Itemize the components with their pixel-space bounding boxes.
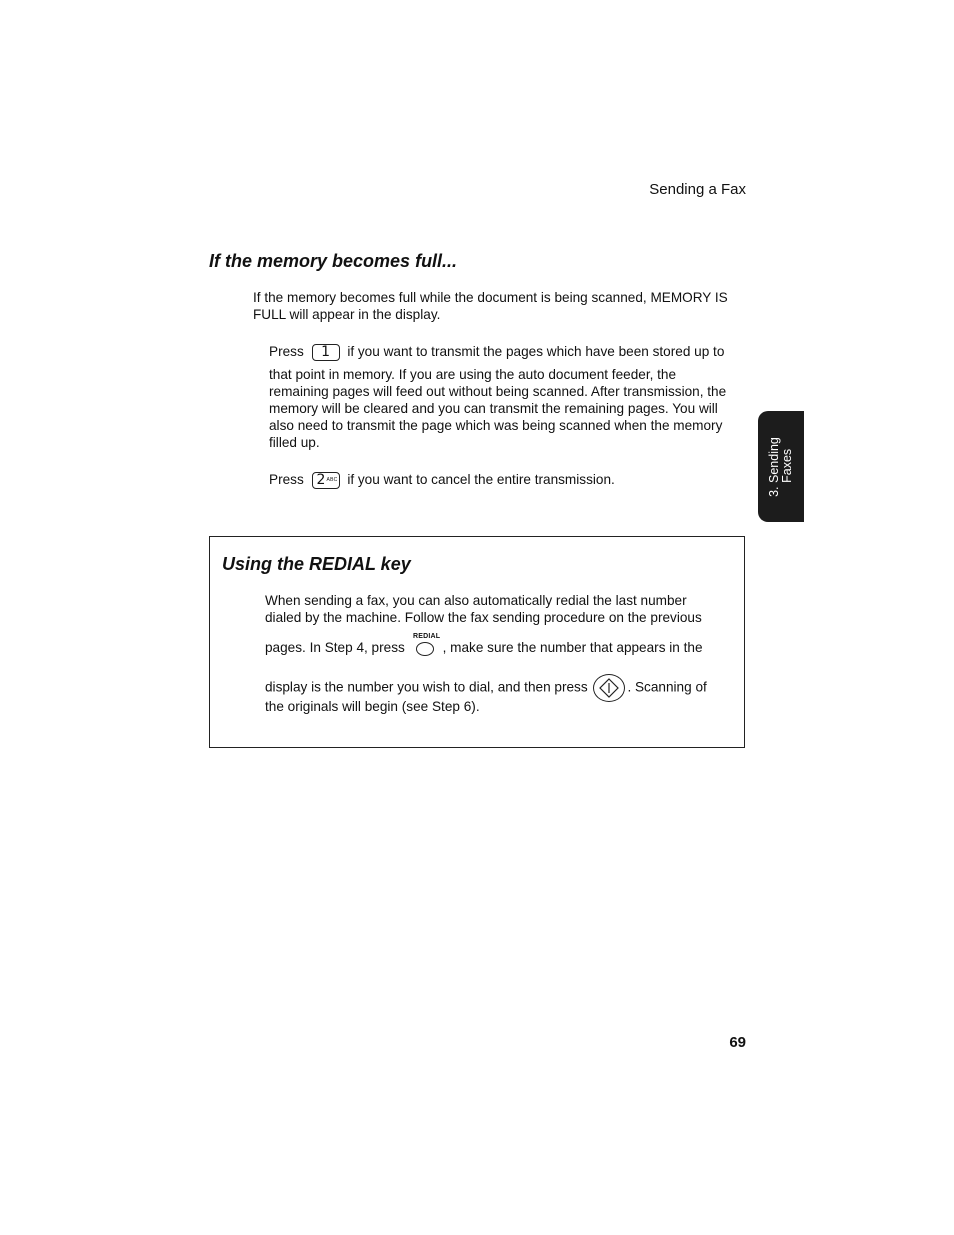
section-title-redial: Using the REDIAL key bbox=[222, 554, 411, 574]
section-title-memory-full: If the memory becomes full... bbox=[209, 251, 458, 271]
paragraph-memory-full: If the memory becomes full while the document is being scanned, MEMORY IS FULL will appear in the display. bbox=[253, 290, 728, 322]
redial-paragraph-line-2: dialed by the machine. Follow the fax sending procedure on the previous bbox=[265, 610, 702, 625]
redial-paragraph-line-3 bbox=[265, 632, 735, 657]
redial-key-button-shape bbox=[416, 642, 434, 656]
redial-paragraph-line-1: When sending a fax, you can also automatically redial the last number bbox=[265, 593, 687, 608]
paragraph-press-2 bbox=[269, 471, 739, 489]
paragraph-press-1-line bbox=[269, 343, 739, 361]
key-2-sublabel: ABC bbox=[326, 476, 338, 483]
press-label: Press bbox=[269, 344, 304, 359]
page-number: 69 bbox=[729, 1034, 746, 1051]
redial-paragraph-line-5: the originals will begin (see Step 6). bbox=[265, 699, 480, 714]
press-2-text: if you want to cancel the entire transmission. bbox=[347, 472, 615, 487]
press-label: Press bbox=[269, 472, 304, 487]
redial-line3-before: pages. In Step 4, press bbox=[265, 640, 405, 655]
number-1-key-icon bbox=[312, 344, 340, 361]
side-tab-line-1: 3. Sending bbox=[767, 436, 781, 497]
number-2-key-icon bbox=[312, 472, 340, 489]
chapter-side-tab bbox=[758, 411, 804, 522]
running-head: Sending a Fax bbox=[649, 181, 746, 198]
redial-key-label: REDIAL bbox=[412, 632, 441, 640]
press-1-text: if you want to transmit the pages which have been stored up to bbox=[347, 344, 725, 359]
key-2-glyph: 2 bbox=[316, 471, 326, 488]
redial-line3-after: , make sure the number that appears in the bbox=[442, 640, 703, 655]
redial-line4-before: display is the number you wish to dial, and then press bbox=[265, 679, 588, 695]
redial-line4-after: . Scanning of bbox=[627, 679, 707, 695]
side-tab-line-2: Faxes bbox=[780, 448, 794, 483]
paragraph-press-1-rest: that point in memory. If you are using the auto document feeder, the remaining pages will feed out without being scanned. After transmission, the memory will be cleared and you can transmit the remaining pages. You will also need to transmit the page which was being scanned when the memory filled up. bbox=[269, 367, 727, 450]
redial-key-icon bbox=[409, 632, 443, 657]
key-1-glyph: 1 bbox=[321, 343, 330, 360]
chapter-side-tab-label bbox=[768, 437, 794, 497]
